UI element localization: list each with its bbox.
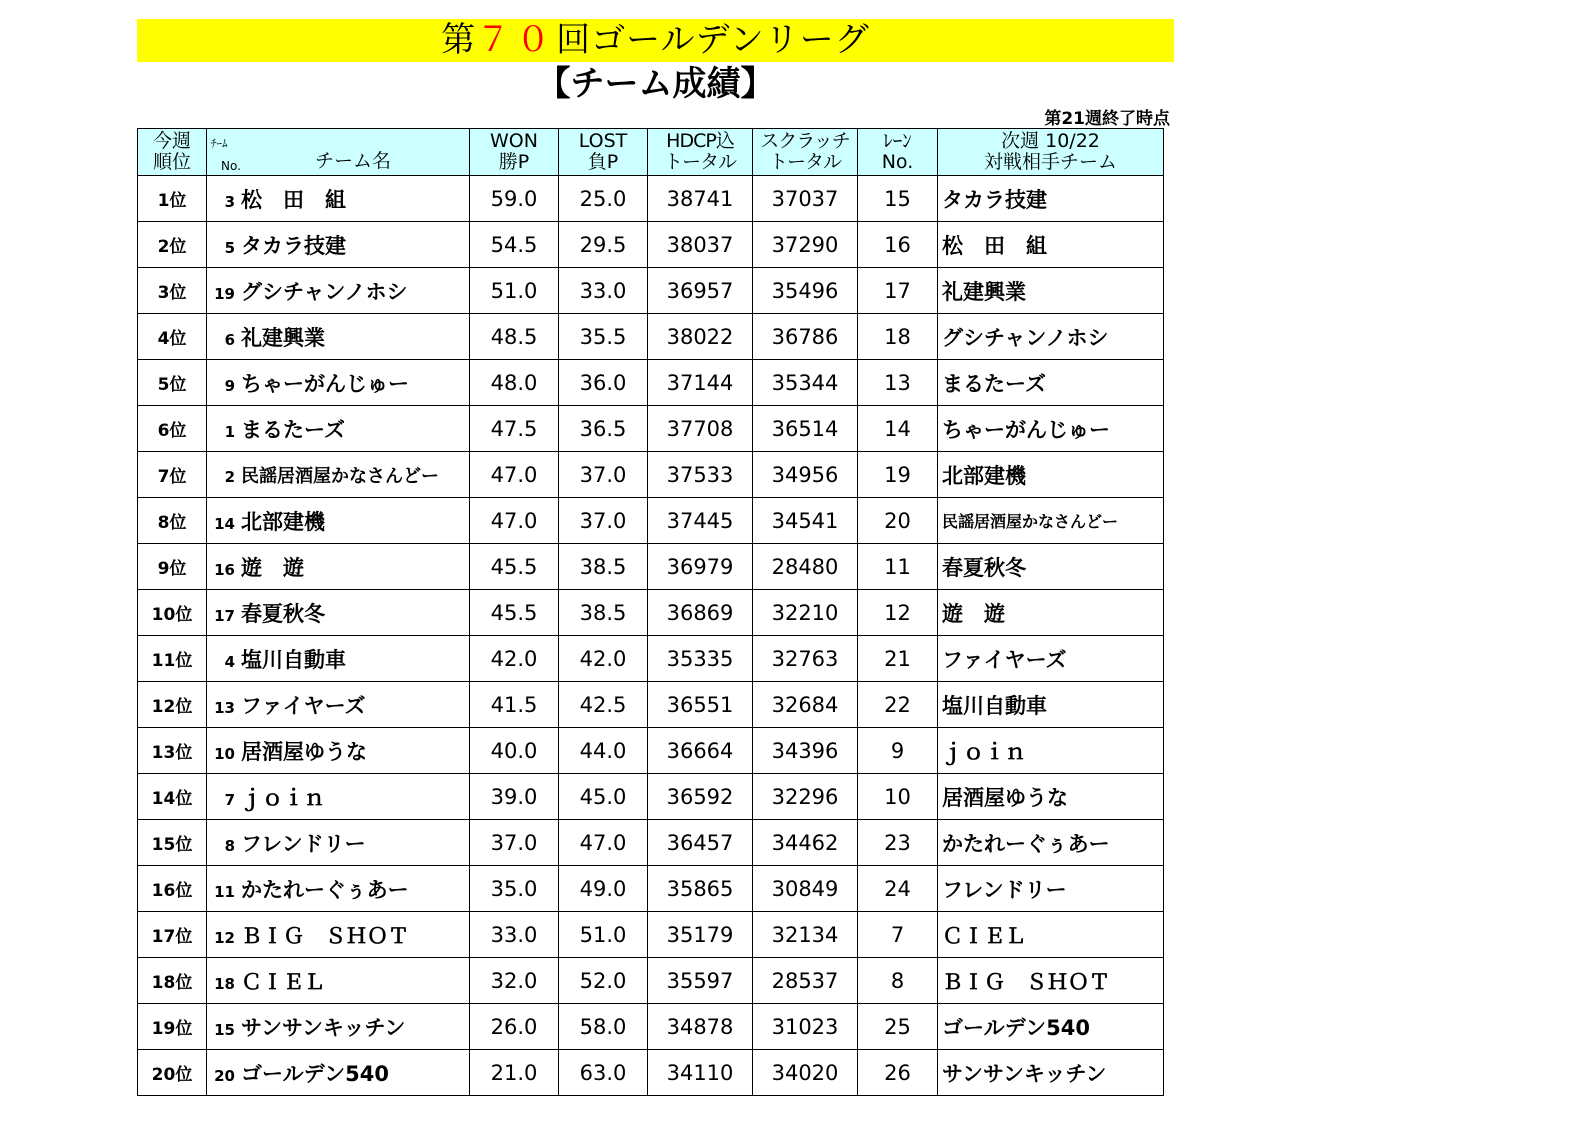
table-row — [138, 682, 1164, 728]
hdcp-total-cell: 37144 — [648, 360, 753, 406]
lost-cell: 52.0 — [559, 958, 648, 1004]
header-team-name: チーム名 — [315, 150, 392, 172]
team-number: 14 — [214, 514, 235, 533]
lost-cell: 36.5 — [559, 406, 648, 452]
won-cell: 35.0 — [470, 866, 559, 912]
lost-cell: 25.0 — [559, 176, 648, 222]
won-cell: 47.0 — [470, 452, 559, 498]
opponent-cell: 塩川自動車 — [938, 682, 1164, 728]
lane-cell: 24 — [858, 866, 938, 912]
rank-cell: 4位 — [138, 314, 207, 360]
hdcp-total-cell: 35597 — [648, 958, 753, 1004]
team-number: 12 — [214, 928, 235, 947]
header-opponent: 次週 10/22 対戦相手チーム — [938, 129, 1164, 176]
hdcp-total-cell: 36664 — [648, 728, 753, 774]
rank-cell: 18位 — [138, 958, 207, 1004]
table-row — [138, 1050, 1164, 1096]
opponent-cell: 礼建興業 — [938, 268, 1164, 314]
lost-cell: 47.0 — [559, 820, 648, 866]
won-cell: 45.5 — [470, 590, 559, 636]
team-number: 8 — [224, 836, 235, 855]
opponent-cell: 北部建機 — [938, 452, 1164, 498]
scratch-total-cell: 31023 — [753, 1004, 858, 1050]
hdcp-total-cell: 36551 — [648, 682, 753, 728]
won-cell: 41.5 — [470, 682, 559, 728]
won-cell: 37.0 — [470, 820, 559, 866]
won-cell: 40.0 — [470, 728, 559, 774]
lost-cell: 33.0 — [559, 268, 648, 314]
won-cell: 54.5 — [470, 222, 559, 268]
lane-cell: 18 — [858, 314, 938, 360]
hdcp-total-cell: 38022 — [648, 314, 753, 360]
team-name: 居酒屋ゆうな — [241, 739, 367, 764]
header-row — [138, 129, 1164, 176]
team-name: フレンドリー — [241, 831, 366, 856]
scratch-total-cell: 36786 — [753, 314, 858, 360]
hdcp-total-cell: 35335 — [648, 636, 753, 682]
won-cell: 21.0 — [470, 1050, 559, 1096]
rank-cell: 15位 — [138, 820, 207, 866]
team-number: 20 — [214, 1066, 235, 1085]
lane-cell: 9 — [858, 728, 938, 774]
team-cell — [207, 866, 470, 912]
hdcp-total-cell: 36869 — [648, 590, 753, 636]
opponent-cell: ファイヤーズ — [938, 636, 1164, 682]
won-cell: 48.0 — [470, 360, 559, 406]
table-row — [138, 268, 1164, 314]
lane-cell: 21 — [858, 636, 938, 682]
table-row — [138, 222, 1164, 268]
team-cell — [207, 268, 470, 314]
won-cell: 32.0 — [470, 958, 559, 1004]
team-cell — [207, 1050, 470, 1096]
won-cell: 45.5 — [470, 544, 559, 590]
title-prefix: 第 — [441, 20, 477, 60]
header-hdcp: HDCP込 トータル — [648, 129, 753, 176]
opponent-cell: 春夏秋冬 — [938, 544, 1164, 590]
team-name: グシチャンノホシ — [241, 279, 408, 304]
lane-cell: 22 — [858, 682, 938, 728]
team-name: ＣＩＥＬ — [241, 969, 325, 994]
rank-cell: 9位 — [138, 544, 207, 590]
table-row — [138, 820, 1164, 866]
table-row — [138, 866, 1164, 912]
table-row — [138, 728, 1164, 774]
table-row — [138, 774, 1164, 820]
hdcp-total-cell: 38741 — [648, 176, 753, 222]
rank-cell: 16位 — [138, 866, 207, 912]
lane-cell: 20 — [858, 498, 938, 544]
lane-cell: 14 — [858, 406, 938, 452]
opponent-cell: タカラ技建 — [938, 176, 1164, 222]
table-row — [138, 406, 1164, 452]
team-number: 11 — [214, 882, 235, 901]
scratch-total-cell: 35344 — [753, 360, 858, 406]
scratch-total-cell: 37037 — [753, 176, 858, 222]
table-row — [138, 452, 1164, 498]
standings-table — [137, 128, 1164, 1096]
rank-cell: 17位 — [138, 912, 207, 958]
team-number: 15 — [214, 1020, 235, 1039]
header-team-small: ﾁｰﾑ — [211, 137, 228, 150]
opponent-cell: フレンドリー — [938, 866, 1164, 912]
lost-cell: 38.5 — [559, 544, 648, 590]
opponent-cell: サンサンキッチン — [938, 1050, 1164, 1096]
won-cell: 42.0 — [470, 636, 559, 682]
lost-cell: 63.0 — [559, 1050, 648, 1096]
header-team — [207, 129, 470, 176]
hdcp-total-cell: 37533 — [648, 452, 753, 498]
table-row — [138, 590, 1164, 636]
team-cell — [207, 452, 470, 498]
scratch-total-cell: 32296 — [753, 774, 858, 820]
table-row — [138, 912, 1164, 958]
league-title — [137, 19, 1174, 62]
opponent-cell: ちゃーがんじゅー — [938, 406, 1164, 452]
team-cell — [207, 636, 470, 682]
team-name: かたれーぐぅあー — [241, 877, 409, 902]
lane-cell: 26 — [858, 1050, 938, 1096]
hdcp-total-cell: 34110 — [648, 1050, 753, 1096]
won-cell: 51.0 — [470, 268, 559, 314]
opponent-cell: 松 田 組 — [938, 222, 1164, 268]
lane-cell: 23 — [858, 820, 938, 866]
hdcp-total-cell: 35179 — [648, 912, 753, 958]
team-cell — [207, 314, 470, 360]
lane-cell: 15 — [858, 176, 938, 222]
opponent-cell: かたれーぐぅあー — [938, 820, 1164, 866]
won-cell: 26.0 — [470, 1004, 559, 1050]
team-number: 18 — [214, 974, 235, 993]
team-cell — [207, 590, 470, 636]
opponent-cell: 居酒屋ゆうな — [938, 774, 1164, 820]
rank-cell: 7位 — [138, 452, 207, 498]
lost-cell: 37.0 — [559, 452, 648, 498]
rank-cell: 5位 — [138, 360, 207, 406]
team-number: 6 — [224, 330, 235, 349]
scratch-total-cell: 32684 — [753, 682, 858, 728]
team-name: 北部建機 — [241, 509, 325, 534]
header-lost: LOST 負P — [559, 129, 648, 176]
scratch-total-cell: 34956 — [753, 452, 858, 498]
lane-cell: 7 — [858, 912, 938, 958]
rank-cell: 13位 — [138, 728, 207, 774]
table-row — [138, 176, 1164, 222]
lost-cell: 37.0 — [559, 498, 648, 544]
scratch-total-cell: 30849 — [753, 866, 858, 912]
rank-cell: 3位 — [138, 268, 207, 314]
opponent-cell: グシチャンノホシ — [938, 314, 1164, 360]
table-row — [138, 360, 1164, 406]
won-cell: 47.5 — [470, 406, 559, 452]
scratch-total-cell: 34396 — [753, 728, 858, 774]
lane-cell: 19 — [858, 452, 938, 498]
team-cell — [207, 728, 470, 774]
team-cell — [207, 682, 470, 728]
table-row — [138, 498, 1164, 544]
hdcp-total-cell: 36979 — [648, 544, 753, 590]
team-number: 3 — [224, 192, 235, 211]
header-lane: ﾚｰﾝ No. — [858, 129, 938, 176]
rank-cell: 19位 — [138, 1004, 207, 1050]
rank-cell: 2位 — [138, 222, 207, 268]
title-suffix: 回ゴールデンリーグ — [556, 20, 870, 60]
page-subtitle: 【チーム成績】 — [536, 64, 775, 104]
scratch-total-cell: 34462 — [753, 820, 858, 866]
lane-cell: 12 — [858, 590, 938, 636]
opponent-cell: まるたーズ — [938, 360, 1164, 406]
hdcp-total-cell: 36957 — [648, 268, 753, 314]
scratch-total-cell: 32134 — [753, 912, 858, 958]
opponent-cell: ｊｏｉｎ — [938, 728, 1164, 774]
rank-cell: 6位 — [138, 406, 207, 452]
team-number: 7 — [224, 790, 235, 809]
table-row — [138, 314, 1164, 360]
table-row — [138, 958, 1164, 1004]
team-name: 礼建興業 — [241, 325, 325, 350]
as-of-label: 第21週終了時点 — [1044, 109, 1170, 129]
lane-cell: 10 — [858, 774, 938, 820]
opponent-cell: ＢＩＧ ＳＨＯＴ — [938, 958, 1164, 1004]
won-cell: 33.0 — [470, 912, 559, 958]
team-name: ちゃーがんじゅー — [241, 371, 409, 396]
table-row — [138, 636, 1164, 682]
team-cell — [207, 360, 470, 406]
rank-cell: 20位 — [138, 1050, 207, 1096]
team-name: 春夏秋冬 — [241, 601, 325, 626]
team-cell — [207, 498, 470, 544]
team-cell — [207, 774, 470, 820]
team-name: 遊 遊 — [241, 555, 304, 580]
team-number: 4 — [224, 652, 235, 671]
team-cell — [207, 958, 470, 1004]
team-name: タカラ技建 — [241, 233, 346, 258]
rank-cell: 1位 — [138, 176, 207, 222]
header-scratch: スクラッチ トータル — [753, 129, 858, 176]
won-cell: 48.5 — [470, 314, 559, 360]
lost-cell: 29.5 — [559, 222, 648, 268]
team-cell — [207, 222, 470, 268]
team-cell — [207, 176, 470, 222]
lane-cell: 11 — [858, 544, 938, 590]
team-number: 17 — [214, 606, 235, 625]
rank-cell: 14位 — [138, 774, 207, 820]
lost-cell: 35.5 — [559, 314, 648, 360]
scratch-total-cell: 28480 — [753, 544, 858, 590]
table-row — [138, 544, 1164, 590]
team-name: ＢＩＧ ＳＨＯＴ — [241, 923, 409, 948]
opponent-cell: 遊 遊 — [938, 590, 1164, 636]
team-number: 19 — [214, 284, 235, 303]
hdcp-total-cell: 34878 — [648, 1004, 753, 1050]
team-cell — [207, 406, 470, 452]
team-name: 民謡居酒屋かなさんどー — [241, 465, 439, 487]
team-cell — [207, 544, 470, 590]
title-number: ７０ — [476, 20, 557, 60]
lost-cell: 42.0 — [559, 636, 648, 682]
hdcp-total-cell: 37445 — [648, 498, 753, 544]
team-name: 松 田 組 — [241, 187, 346, 212]
team-number: 9 — [224, 376, 235, 395]
lost-cell: 44.0 — [559, 728, 648, 774]
rank-cell: 10位 — [138, 590, 207, 636]
rank-cell: 11位 — [138, 636, 207, 682]
lost-cell: 49.0 — [559, 866, 648, 912]
scratch-total-cell: 35496 — [753, 268, 858, 314]
lost-cell: 58.0 — [559, 1004, 648, 1050]
scratch-total-cell: 34541 — [753, 498, 858, 544]
won-cell: 47.0 — [470, 498, 559, 544]
lane-cell: 17 — [858, 268, 938, 314]
lane-cell: 8 — [858, 958, 938, 1004]
team-name: ゴールデン540 — [241, 1061, 389, 1086]
scratch-total-cell: 34020 — [753, 1050, 858, 1096]
rank-cell: 12位 — [138, 682, 207, 728]
header-team-no: No. — [221, 159, 241, 173]
opponent-cell: 民謡居酒屋かなさんどー — [938, 498, 1164, 544]
team-number: 10 — [214, 744, 235, 763]
hdcp-total-cell: 37708 — [648, 406, 753, 452]
header-rank: 今週 順位 — [138, 129, 207, 176]
team-cell — [207, 1004, 470, 1050]
team-number: 5 — [224, 238, 235, 257]
lost-cell: 45.0 — [559, 774, 648, 820]
lane-cell: 13 — [858, 360, 938, 406]
hdcp-total-cell: 35865 — [648, 866, 753, 912]
won-cell: 39.0 — [470, 774, 559, 820]
hdcp-total-cell: 36592 — [648, 774, 753, 820]
scratch-total-cell: 37290 — [753, 222, 858, 268]
lost-cell: 51.0 — [559, 912, 648, 958]
lane-cell: 25 — [858, 1004, 938, 1050]
team-number: 16 — [214, 560, 235, 579]
scratch-total-cell: 28537 — [753, 958, 858, 1004]
scratch-total-cell: 32210 — [753, 590, 858, 636]
table-row — [138, 1004, 1164, 1050]
team-number: 2 — [224, 467, 235, 486]
team-number: 13 — [214, 698, 235, 717]
team-name: まるたーズ — [241, 417, 345, 442]
scratch-total-cell: 32763 — [753, 636, 858, 682]
standings-body — [138, 176, 1164, 1096]
hdcp-total-cell: 36457 — [648, 820, 753, 866]
rank-cell: 8位 — [138, 498, 207, 544]
team-cell — [207, 820, 470, 866]
team-number: 1 — [224, 422, 235, 441]
scratch-total-cell: 36514 — [753, 406, 858, 452]
lost-cell: 36.0 — [559, 360, 648, 406]
lost-cell: 42.5 — [559, 682, 648, 728]
team-name: ｊｏｉｎ — [241, 785, 325, 810]
header-won: WON 勝P — [470, 129, 559, 176]
team-name: サンサンキッチン — [241, 1015, 406, 1040]
team-name: 塩川自動車 — [241, 647, 346, 672]
team-cell — [207, 912, 470, 958]
team-name: ファイヤーズ — [241, 693, 366, 718]
lane-cell: 16 — [858, 222, 938, 268]
lost-cell: 38.5 — [559, 590, 648, 636]
opponent-cell: ゴールデン540 — [938, 1004, 1164, 1050]
hdcp-total-cell: 38037 — [648, 222, 753, 268]
won-cell: 59.0 — [470, 176, 559, 222]
opponent-cell: ＣＩＥＬ — [938, 912, 1164, 958]
